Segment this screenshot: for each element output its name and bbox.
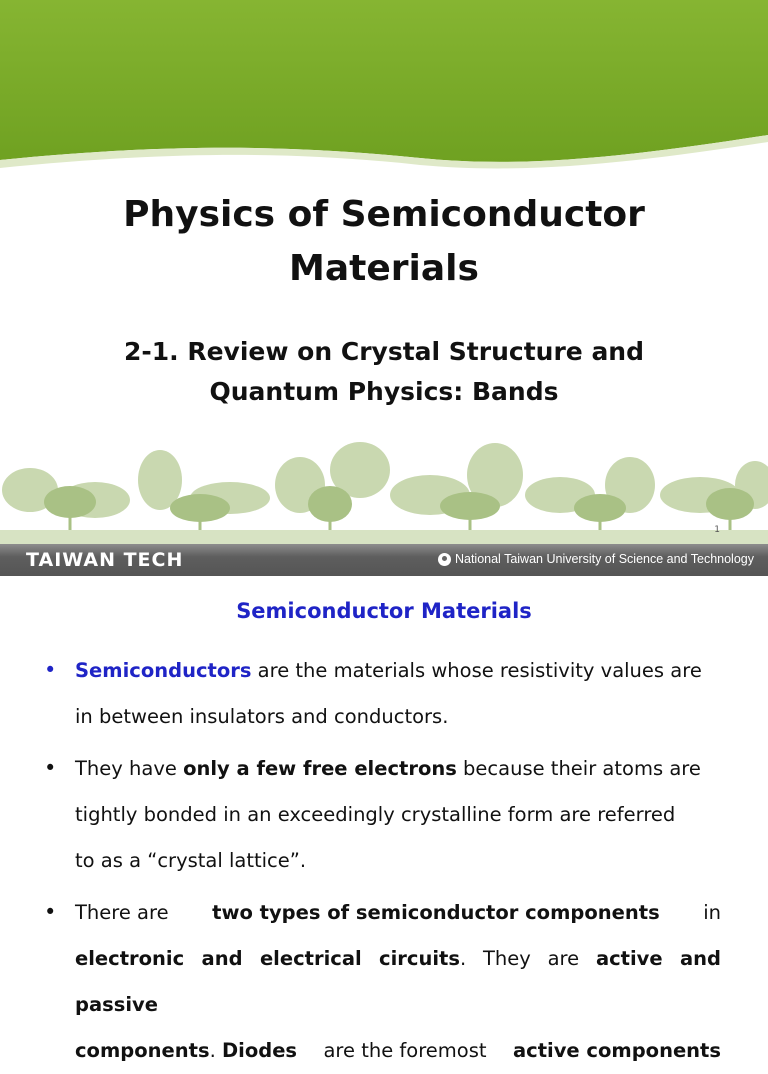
p1-term: Semiconductors: [75, 659, 252, 682]
slide-title: [40, 188, 728, 296]
p3-text-d: .: [209, 1039, 222, 1062]
p2-bold-a: only a few free electrons: [183, 757, 457, 780]
p2-text-b: because their atoms are: [456, 757, 701, 780]
document-text: [0, 576, 768, 1062]
p1-line-1: [75, 648, 721, 694]
p2-line-1: [75, 746, 721, 792]
p3-text-a: There are: [75, 901, 169, 924]
paragraph-1: [75, 648, 721, 740]
university-name: National Taiwan University of Science and Technology: [454, 552, 754, 566]
subtitle-line-2: Quantum Physics: Bands: [209, 377, 559, 406]
tree-silhouettes: [0, 440, 768, 545]
p3-bold-b: electronic and electrical circuits: [75, 947, 460, 970]
p3-bold-d: components: [75, 1039, 210, 1062]
green-banner: [0, 0, 768, 175]
page-number: 1: [714, 525, 720, 535]
footer-bar: [0, 544, 768, 576]
p3-bold-c: active and passive: [75, 947, 722, 1016]
p3-text-b: in: [703, 901, 721, 924]
university-emblem-icon: [438, 553, 451, 566]
p3-bold-a: two types of semiconductor components: [212, 901, 660, 924]
p2-line-2: tightly bonded in an exceedingly crystalline form are referred: [75, 803, 676, 826]
paragraph-2: [75, 746, 721, 884]
p3-line-3-start: [75, 1028, 297, 1074]
p3-line-2: [75, 936, 721, 1028]
bullet-1: •: [44, 658, 57, 682]
p1-line-2: in between insulators and conductors.: [75, 705, 449, 728]
p3-text-e: are the foremost: [323, 1039, 487, 1062]
p3-line-1: [75, 890, 721, 936]
p2-text-a: They have: [75, 757, 184, 780]
paragraph-3: [75, 890, 721, 1074]
p3-bold-f: active components: [512, 1039, 721, 1062]
title-line-1: Physics of Semiconductor: [123, 194, 645, 235]
footer-university: [438, 552, 754, 566]
slide-subtitle: [40, 332, 728, 412]
bullet-3: •: [44, 900, 57, 924]
p1-text: are the materials whose resistivity values are: [251, 659, 702, 682]
p3-bold-e: Diodes: [221, 1039, 298, 1062]
p3-text-c: . They are: [459, 947, 596, 970]
footer-brand-logo: TAIWAN TECH: [26, 549, 184, 571]
bullet-2: •: [44, 756, 57, 780]
p3-line-3: [75, 1028, 721, 1074]
title-line-2: Materials: [289, 248, 479, 289]
p2-line-3: to as a “crystal lattice”.: [75, 849, 307, 872]
subtitle-line-1: 2-1. Review on Crystal Structure and: [123, 337, 645, 366]
section-heading: Semiconductor Materials: [236, 599, 532, 623]
